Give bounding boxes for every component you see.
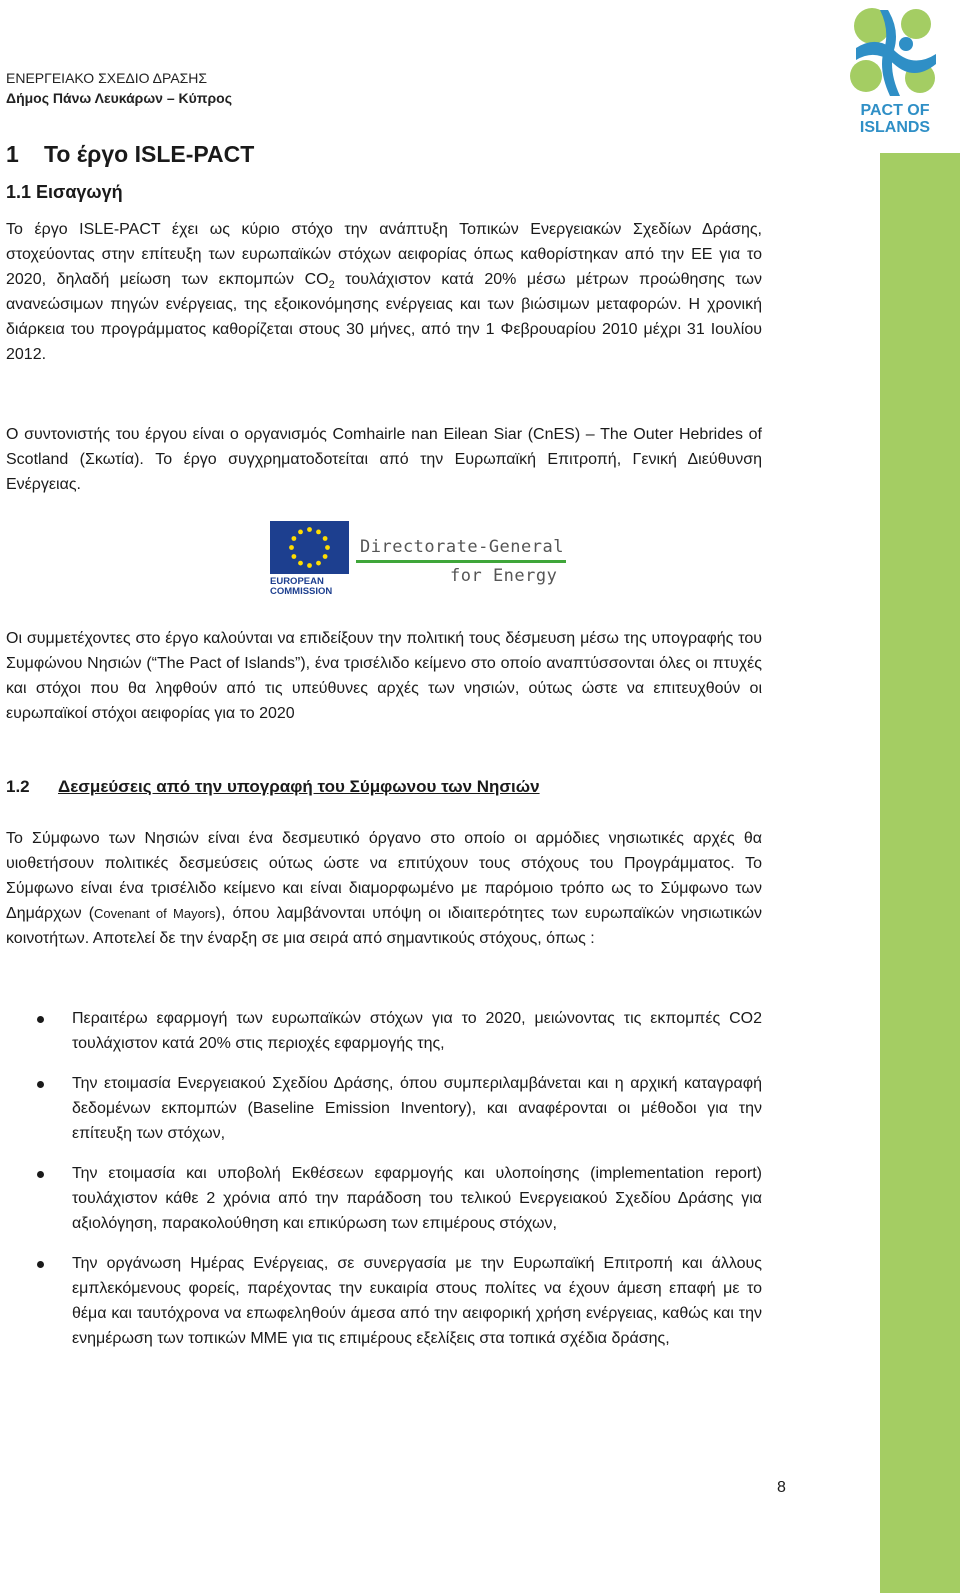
list-item: Την ετοιμασία Ενεργειακού Σχεδίου Δράσης, όπου συμπεριλαμβάνεται και η αρχική καταγραφή δεδομένων εκπομπών (Baseline Emission Inventory), και αναφέρονται οι μέθοδοι για την επίτευξη των στόχων,	[6, 1071, 762, 1146]
subsection-number: 1.2	[6, 777, 30, 796]
dg-name-line2: for Energy	[450, 566, 558, 586]
paragraph-intro-part2: τουλάχιστον κατά 20% μέσω μέτρων προώθησης των ανανεώσιμων πηγών ενέργειας, της εξοικονόμησης ενέργειας και των βιώσιμων μεταφορών. Η χρονική διάρκεια του προγράμματος καθορίζεται στους 30 μήνες, από την 1 Φεβρουαρίου 2010 μέχρι 31 Ιουλίου 2012.	[6, 271, 762, 363]
dg-name-line1: Directorate-General	[360, 537, 564, 557]
paragraph-participants: Οι συμμετέχοντες στο έργο καλούνται να επιδείξουν την πολιτική τους δέσμευση μέσω της υπογραφής του Συμφώνου Νησιών (“The Pact of Islands”), ένα τρισέλιδο κείμενο στο οποίο αναπτύσσονται όλες οι πτυχές και στόχοι που θα ληφθούν από τις υπεύθυνες αρχές των νησιών, ούτως ώστε να επιτευχθούν οι ευρωπαϊκοί στόχοι αειφορίας για το 2020	[6, 630, 762, 722]
dg-divider	[356, 560, 566, 563]
paragraph-pact-part1: Το Σύμφωνο των Νησιών είναι ένα δεσμευτικό όργανο στο οποίο οι αρμόδιες νησιωτικές αρχές θα υιοθετήσουν πολιτικές δεσμεύσεις ούτως ώστε να επιτύχουν τους στόχους του Προγράμματος. Το Σύμφωνο είναι ένα τρισέλιδο κείμενο και είναι διαμορφωμένο με παρόμοιο τρόπο ως το Σύμφωνο των Δημάρχων (	[6, 830, 762, 922]
bullet-icon	[37, 1171, 44, 1178]
bullet-icon	[37, 1016, 44, 1023]
pact-of-islands-logo	[848, 4, 942, 138]
covenant-of-mayors-text: Covenant of Mayors	[94, 906, 216, 921]
section-number: 1	[6, 141, 19, 167]
list-item: Την ετοιμασία και υποβολή Εκθέσεων εφαρμογής και υλοποίησης (implementation report) τουλάχιστον κάθε 2 χρόνια από την παράδοση του τελικού Ενεργειακού Σχεδίου Δράσης για αξιολόγηση, παρακολούθηση και επικύρωση των επιμέρους στόχων,	[6, 1161, 762, 1236]
ec-name-line1: EUROPEAN	[270, 576, 324, 587]
ec-name-line2: COMMISSION	[270, 586, 333, 597]
subsection-number: 1.1	[6, 182, 32, 202]
subsection-title: Δεσμεύσεις από την υπογραφή του Σύμφωνου των Νησιών	[58, 777, 540, 796]
bullet-icon	[37, 1081, 44, 1088]
logo-text-line1: PACT OF	[860, 102, 930, 119]
paragraph-intro	[6, 217, 762, 367]
eu-flag-icon	[270, 521, 349, 574]
list-item: Την οργάνωση Ημέρας Ενέργειας, σε συνεργασία με την Ευρωπαϊκή Επιτροπή και άλλους εμπλεκόμενους φορείς, παρέχοντας την ευκαιρία στους πολίτες να έχουν άμεση επαφή με το θέμα και ταυτόχρονα να επωφεληθούν άμεσα από την αειφορική χρήση ενέργειας, καθώς και την ενημέρωση των τοπικών ΜΜΕ για τις επιμέρους εξελίξεις στα τοπικά σχέδια δράσης,	[6, 1251, 762, 1351]
page-number: 8	[777, 1479, 786, 1496]
paragraph-pact-part2: ), όπου λαμβάνονται υπόψη οι ιδιαιτερότητες των ευρωπαϊκών νησιωτικών κοινοτήτων. Αποτελεί δε την έναρξη σε μια σειρά από σημαντικούς στόχους, όπως :	[6, 905, 762, 947]
paragraph-pact-commitments	[6, 826, 762, 951]
subsection-heading-1-2	[6, 775, 540, 799]
paragraph-intro-part1: Το έργο ISLE-PACT έχει ως κύριο στόχο την ανάπτυξη Τοπικών Ενεργειακών Σχεδίων Δράσης, στοχεύοντας στην επίτευξη των ευρωπαϊκών στόχων αειφορίας όπως καθορίστηκαν από την ΕΕ για το 2020, δηλαδή μείωση των εκπομπών CO	[6, 221, 762, 288]
bullet-icon	[37, 1261, 44, 1268]
paragraph-coordinator: Ο συντονιστής του έργου είναι ο οργανισμός Comhairle nan Eilean Siar (CnES) – The Outer Hebrides of Scotland (Σκωτία). Το έργο συγχρηματοδοτείται από την Ευρωπαϊκή Επιτροπή, Γενική Διεύθυνση Ενέργειας.	[6, 426, 762, 493]
european-commission-dg-energy-logo	[270, 521, 570, 601]
logo-text-line2: ISLANDS	[859, 119, 931, 136]
list-item: Περαιτέρω εφαρμογή των ευρωπαϊκών στόχων για το 2020, μειώνοντας τις εκπομπές CO2 τουλάχιστον κατά 20% στις περιοχές εφαρμογής της,	[6, 1006, 762, 1056]
commitments-list	[6, 1006, 762, 1351]
header-municipality: Δήμος Πάνω Λευκάρων – Κύπρος	[6, 90, 232, 106]
subsection-heading-1-1	[6, 180, 123, 204]
decorative-sidebar	[880, 153, 960, 1593]
section-title: Το έργο ISLE-PACT	[44, 141, 255, 167]
section-heading-1	[6, 139, 254, 169]
ec-name-text	[270, 577, 349, 597]
document-header	[6, 69, 232, 107]
pact-of-islands-emblem-icon	[848, 4, 942, 102]
co2-subscript: 2	[328, 279, 335, 292]
subsection-title: Εισαγωγή	[36, 182, 123, 202]
header-plan-title: ΕΝΕΡΓΕΙΑΚΟ ΣΧΕΔΙΟ ΔΡΑΣΗΣ	[6, 70, 208, 86]
